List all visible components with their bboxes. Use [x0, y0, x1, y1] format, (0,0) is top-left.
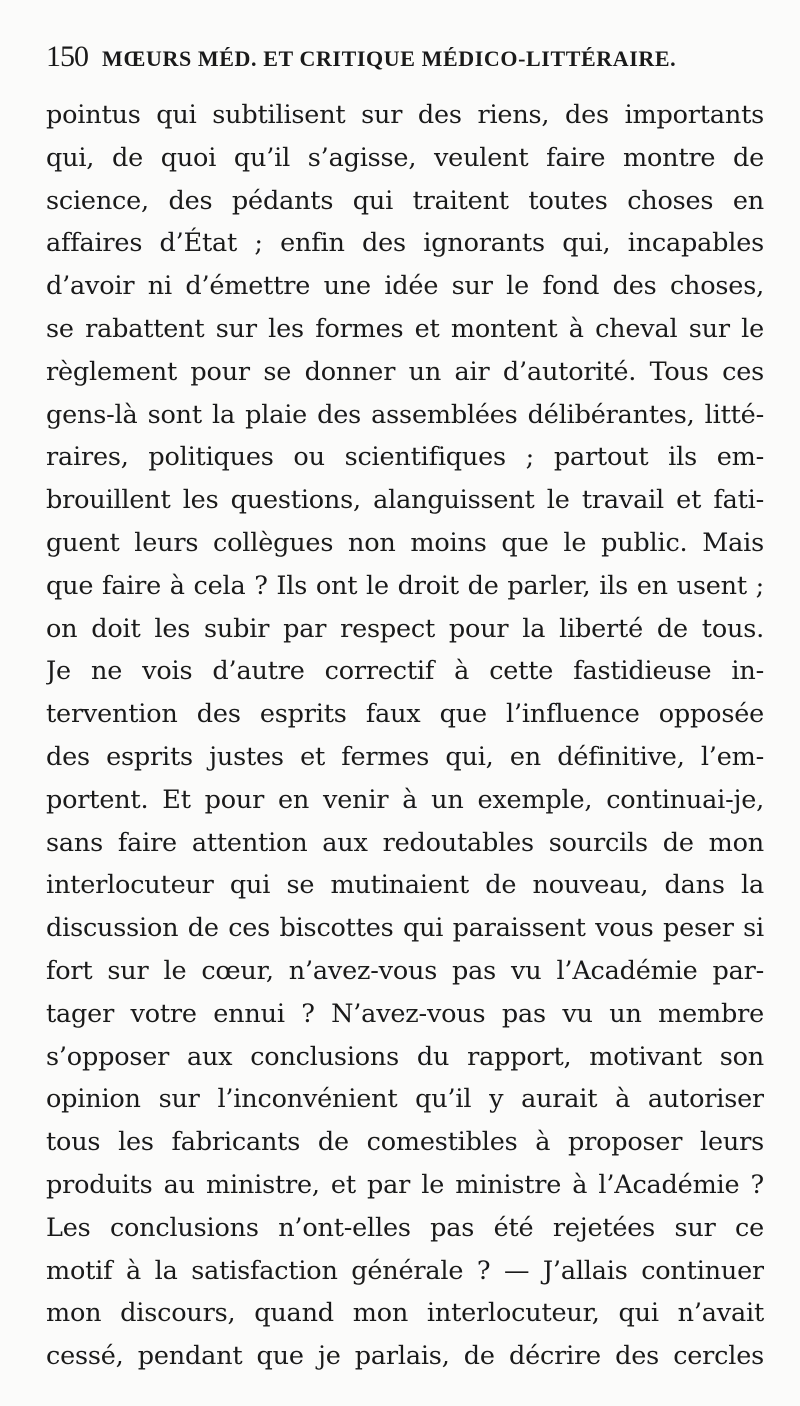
text-line: d’avoir ni d’émettre une idée sur le fond des choses, [46, 271, 764, 302]
text-line: raires, politiques ou scientifiques ; partout ils em- [46, 442, 764, 473]
page-number: 150 [46, 40, 88, 73]
text-line: se rabattent sur les formes et montent à cheval sur le [46, 313, 764, 344]
text-line: on doit les subir par respect pour la liberté de tous. [46, 613, 764, 644]
text-line: affaires d’État ; enfin des ignorants qui, incapables [46, 228, 764, 259]
text-line: tervention des esprits faux que l’influence opposée [46, 699, 764, 730]
text-line: Je ne vois d’autre correctif à cette fastidieuse in- [46, 656, 764, 687]
text-line: gens-là sont la plaie des assemblées délibérantes, litté- [46, 399, 764, 430]
text-line: produits au ministre, et par le ministre à l’Académie ? [46, 1169, 764, 1200]
text-line: pointus qui subtilisent sur des riens, des importants [46, 100, 764, 130]
text-line: science, des pédants qui traitent toutes choses en [46, 185, 764, 216]
text-line: discussion de ces biscottes qui paraissent vous peser si [46, 913, 764, 944]
text-line: fort sur le cœur, n’avez-vous pas vu l’Académie par- [46, 955, 764, 986]
text-line: opinion sur l’inconvénient qu’il y aurait à autoriser [46, 1084, 764, 1115]
text-line: Les conclusions n’ont-elles pas été rejetées sur ce [46, 1212, 764, 1243]
text-line: portent. Et pour en venir à un exemple, continuai-je, [46, 784, 764, 815]
running-head-title: MŒURS MÉD. ET CRITIQUE MÉDICO-LITTÉRAIRE. [102, 46, 677, 71]
text-line: tager votre ennui ? N’avez-vous pas vu un membre [46, 998, 764, 1029]
text-line: s’opposer aux conclusions du rapport, motivant son [46, 1041, 764, 1072]
text-line: motif à la satisfaction générale ? — J’allais continuer [46, 1255, 764, 1286]
text-line: brouillent les questions, alanguissent le travail et fati- [46, 485, 764, 516]
text-line: interlocuteur qui se mutinaient de nouveau, dans la [46, 870, 764, 901]
text-line: sans faire attention aux redoutables sourcils de mon [46, 827, 764, 858]
running-head [46, 40, 762, 80]
text-line: mon discours, quand mon interlocuteur, qui n’avait [46, 1298, 764, 1329]
text-line: qui, de quoi qu’il s’agisse, veulent faire montre de [46, 142, 764, 173]
text-line: des esprits justes et fermes qui, en définitive, l’em- [46, 741, 764, 772]
text-line: règlement pour se donner un air d’autorité. Tous ces [46, 356, 764, 387]
text-line: cessé, pendant que je parlais, de décrire des cercles [46, 1341, 764, 1372]
body-text [46, 94, 764, 1378]
text-line: que faire à cela ? Ils ont le droit de parler, ils en usent ; [46, 570, 764, 601]
text-line: guent leurs collègues non moins que le public. Mais [46, 527, 764, 558]
text-line: tous les fabricants de comestibles à proposer leurs [46, 1127, 764, 1158]
